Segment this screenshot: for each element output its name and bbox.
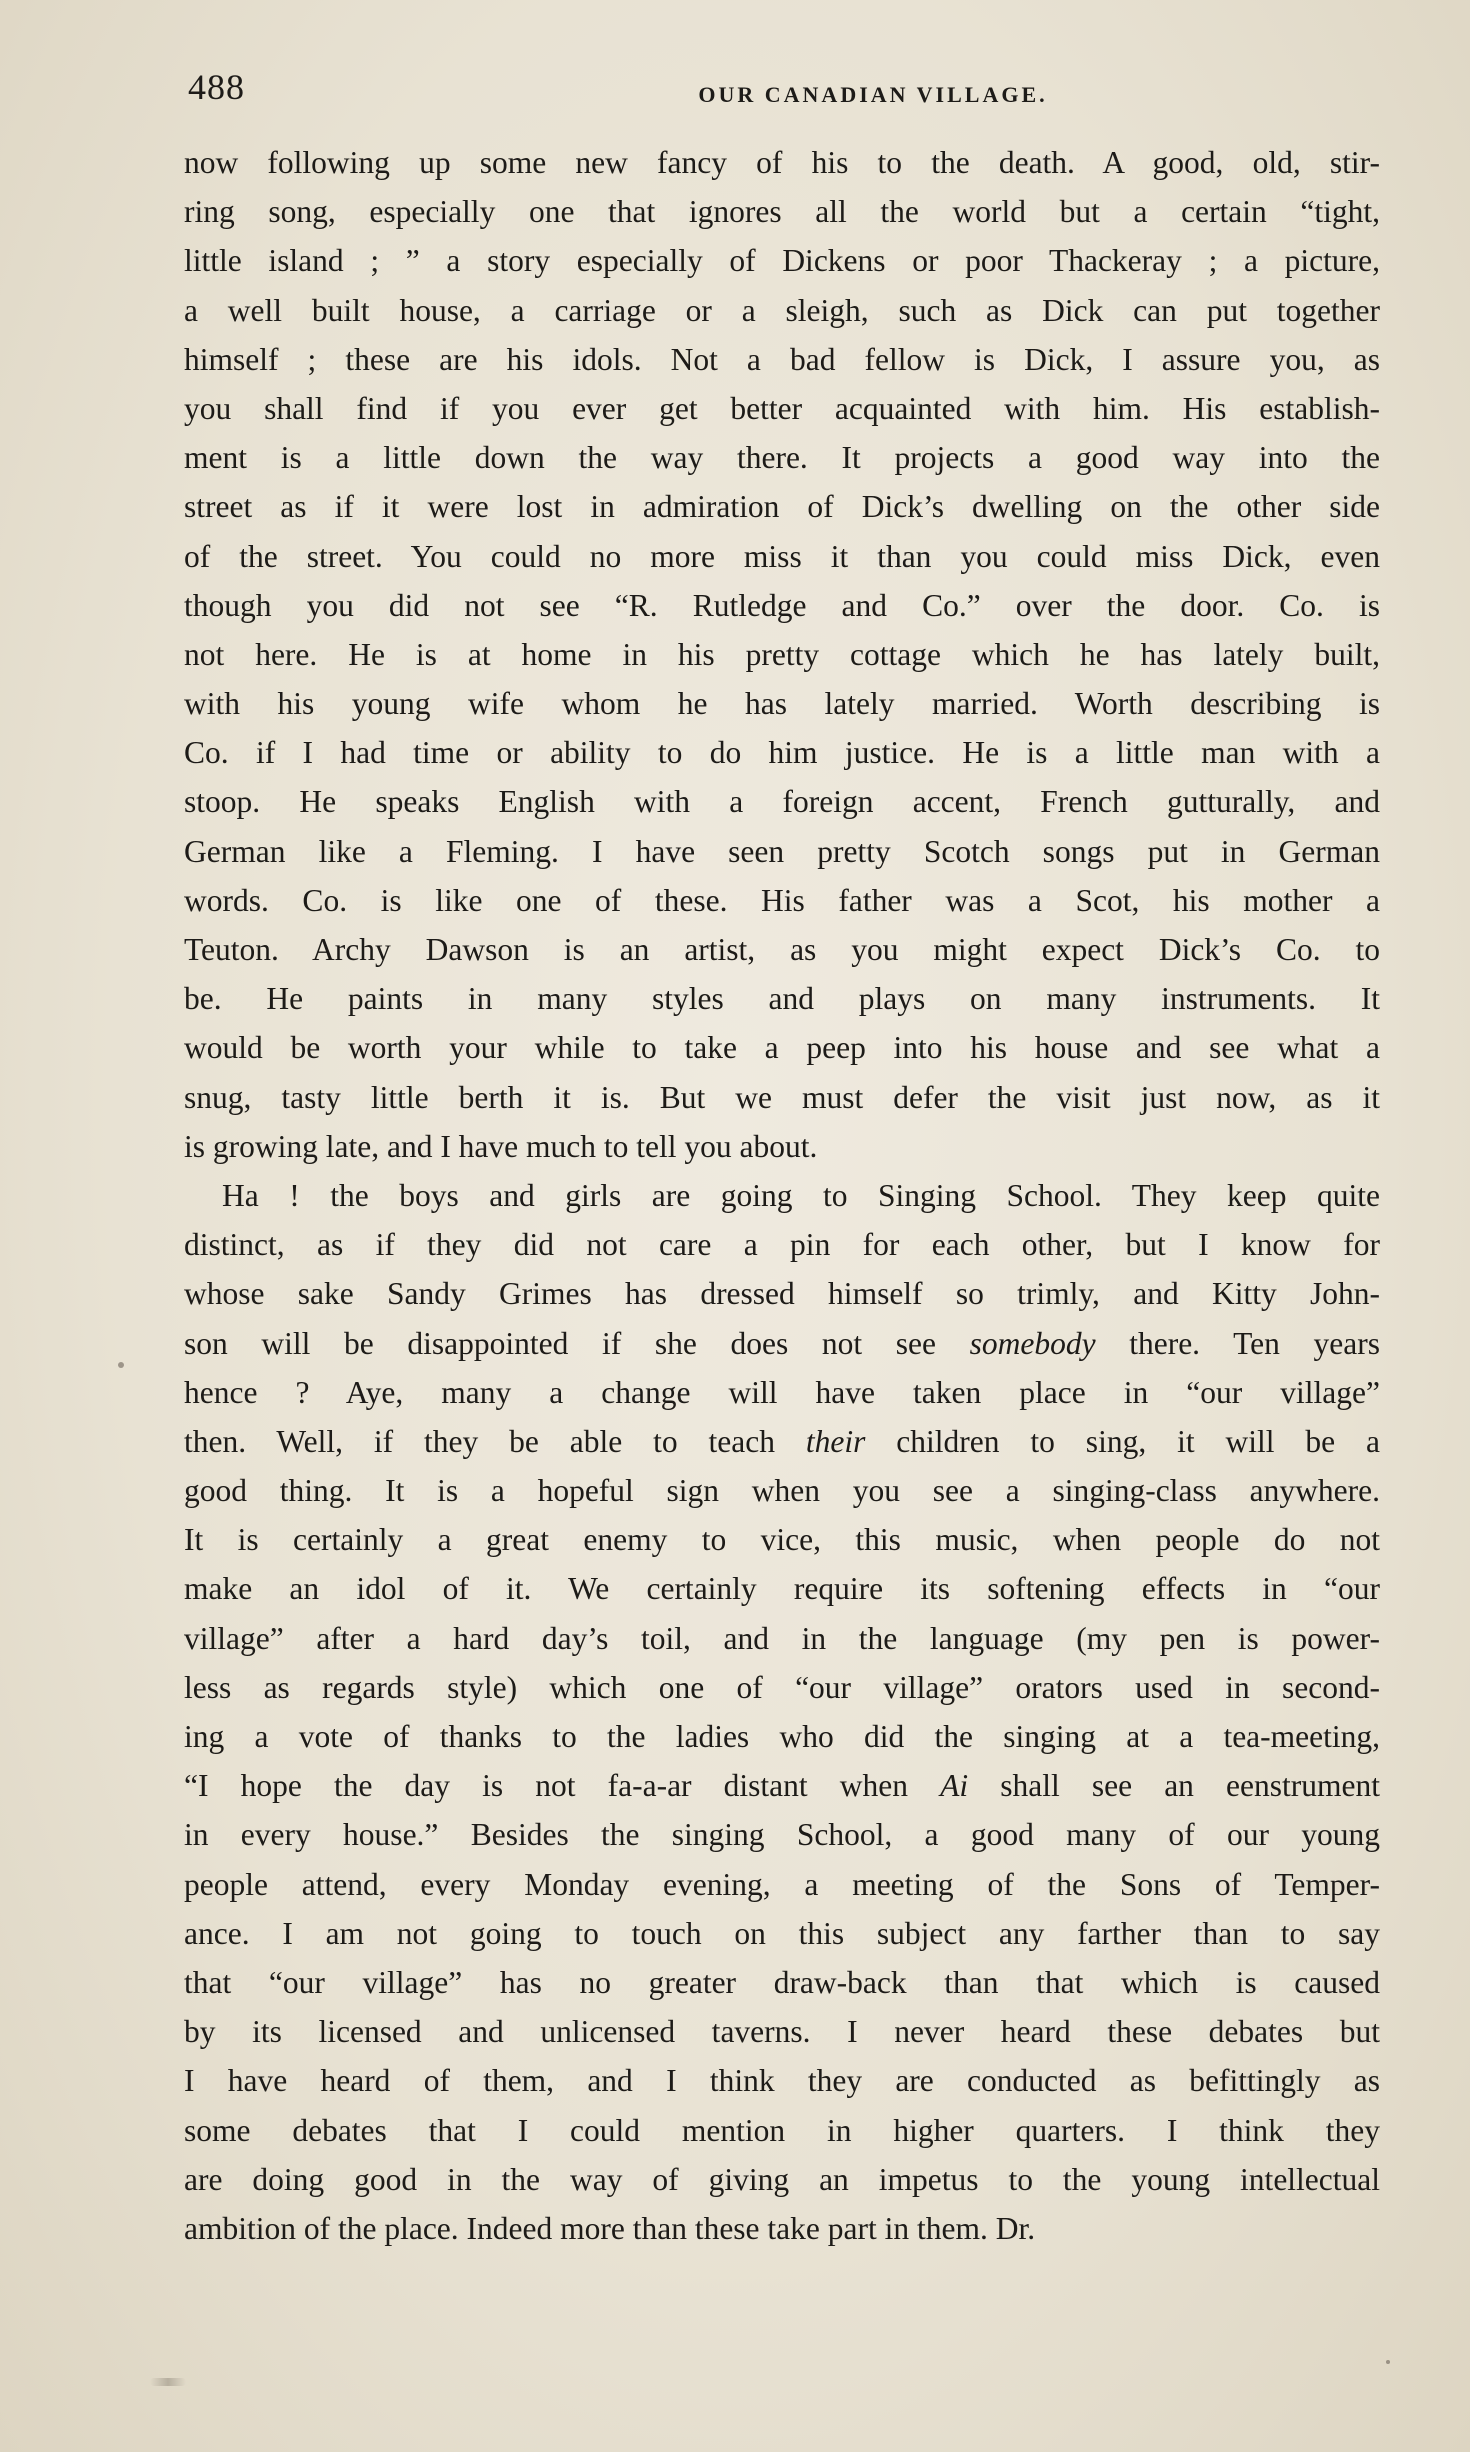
text-line: words. Co. is like one of these. His father was a Scot, his mother a	[184, 882, 1380, 918]
text-line: would be worth your while to take a peep into his house and see what a	[184, 1030, 1380, 1066]
text-line: ance. I am not going to touch on this subject any farther than to say	[184, 1915, 1380, 1951]
paper-speck	[118, 1362, 124, 1368]
text-line: hence ? Aye, many a change will have taken place in “our village”	[184, 1374, 1380, 1410]
paper-speck	[1386, 2360, 1390, 2364]
text-line: Co. if I had time or ability to do him justice. He is a little man with a	[184, 735, 1380, 771]
text-line: stoop. He speaks English with a foreign accent, French gutturally, and	[184, 784, 1380, 820]
running-head: OUR CANADIAN VILLAGE.	[698, 82, 1048, 107]
text-line: good thing. It is a hopeful sign when you see a singing-class anywhere.	[184, 1473, 1380, 1509]
text-line: Ha ! the boys and girls are going to Singing School. They keep quite	[222, 1177, 1380, 1213]
text-line: some debates that I could mention in higher quarters. I think they	[184, 2112, 1380, 2148]
page-header	[188, 60, 1378, 120]
body-text	[184, 138, 1380, 2253]
text-line: ing a vote of thanks to the ladies who did the singing at a tea-meeting,	[184, 1719, 1380, 1754]
text-line: whose sake Sandy Grimes has dressed himself so trimly, and Kitty John-	[184, 1276, 1380, 1312]
text-line: distinct, as if they did not care a pin for each other, but I know for	[184, 1227, 1380, 1263]
text-line: less as regards style) which one of “our village” orators used in second-	[184, 1669, 1380, 1705]
text-line: of the street. You could no more miss it than you could miss Dick, even	[184, 538, 1380, 574]
text-line: himself ; these are his idols. Not a bad fellow is Dick, I assure you, as	[184, 341, 1380, 377]
text-line: you shall find if you ever get better acquainted with him. His establish-	[184, 390, 1380, 426]
text-line: then. Well, if they be able to teach their children to sing, it will be a	[184, 1423, 1380, 1459]
page-number: 488	[188, 67, 245, 107]
text-line: people attend, every Monday evening, a meeting of the Sons of Temper-	[184, 1866, 1380, 1902]
text-line: little island ; ” a story especially of Dickens or poor Thackeray ; a picture,	[184, 243, 1380, 279]
text-line: is growing late, and I have much to tell you about.	[184, 1128, 818, 1164]
text-line: I have heard of them, and I think they are conducted as befittingly as	[184, 2063, 1380, 2099]
text-line: make an idol of it. We certainly require its softening effects in “our	[184, 1571, 1380, 1607]
text-line: that “our village” has no greater draw-back than that which is caused	[184, 1964, 1380, 2000]
text-line: ambition of the place. Indeed more than these take part in them. Dr.	[184, 2210, 1036, 2246]
text-line: now following up some new fancy of his to the death. A good, old, stir-	[184, 145, 1380, 180]
text-line: in every house.” Besides the singing School, a good many of our young	[184, 1817, 1380, 1853]
text-line: with his young wife whom he has lately married. Worth describing is	[184, 686, 1380, 722]
text-line: village” after a hard day’s toil, and in the language (my pen is power-	[184, 1620, 1380, 1656]
text-line: a well built house, a carriage or a sleigh, such as Dick can put together	[184, 292, 1380, 328]
text-line: German like a Fleming. I have seen pretty Scotch songs put in German	[184, 833, 1380, 869]
text-line: snug, tasty little berth it is. But we must defer the visit just now, as it	[184, 1079, 1380, 1115]
text-line: by its licensed and unlicensed taverns. I never heard these debates but	[184, 2014, 1380, 2050]
text-line: ment is a little down the way there. It projects a good way into the	[184, 440, 1380, 476]
text-line: not here. He is at home in his pretty cottage which he has lately built,	[184, 636, 1380, 672]
text-line: It is certainly a great enemy to vice, this music, when people do not	[184, 1522, 1380, 1558]
text-line: son will be disappointed if she does not see somebody there. Ten years	[184, 1325, 1380, 1361]
text-line: ring song, especially one that ignores all the world but a certain “tight,	[184, 194, 1380, 230]
text-line: “I hope the day is not fa-a-ar distant when Ai shall see an eenstrument	[184, 1768, 1380, 1804]
paper-smudge	[150, 2378, 186, 2386]
text-line: Teuton. Archy Dawson is an artist, as you might expect Dick’s Co. to	[184, 932, 1380, 967]
text-line: street as if it were lost in admiration of Dick’s dwelling on the other side	[184, 489, 1380, 525]
text-line: be. He paints in many styles and plays on many instruments. It	[184, 981, 1380, 1017]
text-line: though you did not see “R. Rutledge and Co.” over the door. Co. is	[184, 587, 1380, 623]
text-line: are doing good in the way of giving an impetus to the young intellectual	[184, 2161, 1380, 2197]
